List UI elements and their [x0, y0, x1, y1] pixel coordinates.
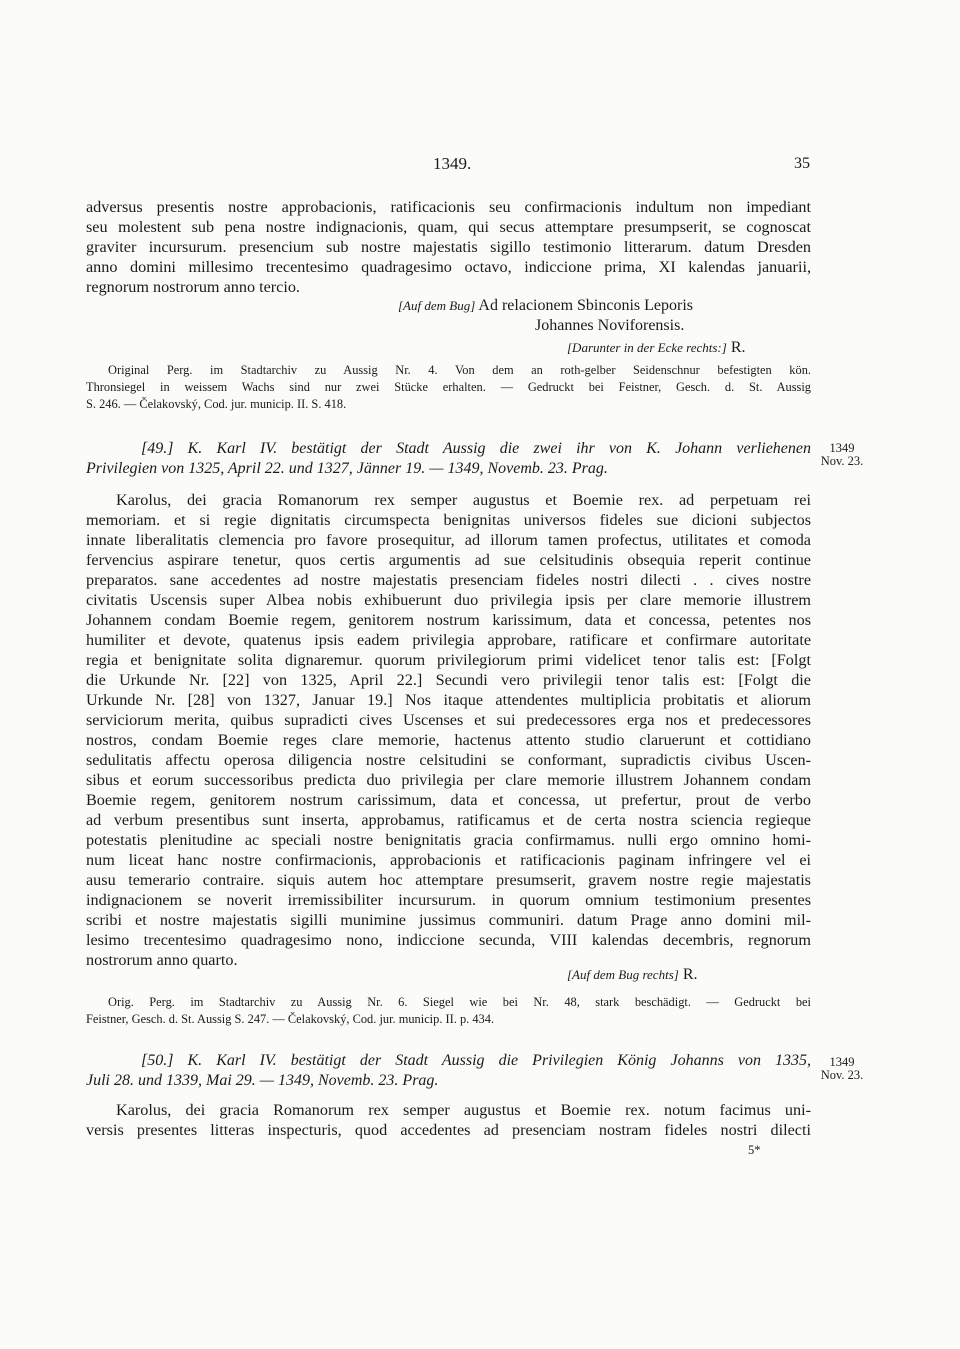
- heading-line: Privilegien von 1325, April 22. und 1327, Jänner 19. — 1349, Novemb. 23. Prag.: [86, 460, 608, 477]
- text-line: lesimo trecentesimo quadragesimo nono, indiccione secunda, VIII kalendas decembris, regnorum: [86, 931, 811, 949]
- document-50-body: [86, 1100, 811, 1140]
- text-line: regnorum nostrorum anno tercio.: [86, 278, 300, 296]
- heading-line: [50.] K. Karl IV. bestätigt der Stadt Aussig die Privilegien König Johanns von 1335,: [141, 1052, 811, 1069]
- text-line: num liceat hanc nostre confirmacionis, approbacionis et ratificacionis paginam infringere vel ei: [86, 851, 811, 869]
- text-line: indignacionem se noverit irremissibiliter incursurum. in quorum omnium testimonium presentes: [86, 891, 811, 909]
- document-48-source-note: [86, 362, 811, 413]
- text-line: Karolus, dei gracia Romanorum rex semper augustus et Boemie rex. notum facimus uni-: [116, 1101, 811, 1119]
- text-line: seu molestent sub pena nostre indignacionis, quam, qui secus attemptare presumpserit, se cognoscat: [86, 218, 811, 236]
- note-line: Feistner, Gesch. d. St. Aussig S. 247. — Čelakovský, Cod. jur. municip. II. p. 434.: [86, 1012, 495, 1026]
- page-number: 35: [794, 155, 810, 172]
- endorsement-mark: R.: [682, 966, 698, 983]
- text-line: ausu temerario contraire. siquis autem hoc attemptare presumserit, gravem nostre regie majestatis: [86, 871, 811, 889]
- heading-line: Juli 28. und 1339, Mai 29. — 1349, Novemb. 23. Prag.: [86, 1072, 439, 1089]
- endorsement-label: [Darunter in der Ecke rechts:]: [567, 340, 727, 355]
- text-line: memoriam. et si regie dignitatis circumspecta benignitas universos fideles sue dicioni subjectos: [86, 511, 811, 529]
- text-line: ad verbum presentibus sunt inserta, approbamus, ratificamus et de certa nostra sciencia regieque: [86, 811, 811, 829]
- text-line: adversus presentis nostre approbacionis, ratificacionis seu confirmacionis indultum non impediant: [86, 198, 811, 216]
- sidenote-year: 1349: [829, 441, 855, 455]
- text-line: nostrorum anno quarto.: [86, 951, 238, 969]
- endorsement-label: [Auf dem Bug rechts]: [567, 967, 679, 982]
- text-line: potestatis plenitudine ac speciali nostre benignitatis gracia confirmamus. nulli ergo omnino homi-: [86, 831, 811, 849]
- sidenote-date: Nov. 23.: [820, 454, 864, 468]
- text-line: Urkunde Nr. [28] von 1327, Januar 19.] Nos itaque attendentes multiplicia probitatis et aliorum: [86, 691, 811, 709]
- text-line: die Urkunde Nr. [22] von 1325, April 22.] Secundi vero privilegii tenor talis est: [Folgt die: [86, 671, 811, 689]
- document-50-date-sidenote: [815, 1056, 869, 1082]
- endorsement-label: [Auf dem Bug]: [398, 298, 476, 313]
- sidenote-date: Nov. 23.: [820, 1068, 864, 1082]
- text-line: Boemie regem, genitorem nostrum carissimum, data et concessa, ut prefertur, prout de verbo: [86, 791, 811, 809]
- note-line: S. 246. — Čelakovský, Cod. jur. municip. II. S. 418.: [86, 397, 347, 411]
- heading-line: [49.] K. Karl IV. bestätigt der Stadt Aussig die zwei ihr von K. Johann verliehenen: [141, 440, 811, 457]
- text-line: nostros, condam Boemie reges clare memorie, hactenus attento studio claruerunt et cottidiano: [86, 731, 811, 749]
- signature-mark: 5*: [748, 1143, 761, 1157]
- text-line: regia et benignitate solita dignaremur. quorum privilegiorum primi videlicet tenor talis est: [Folgt: [86, 651, 811, 669]
- document-49-date-sidenote: [815, 442, 869, 468]
- note-line: Orig. Perg. im Stadtarchiv zu Aussig Nr. 6. Siegel wie bei Nr. 48, stark beschädigt. — Gedruckt bei: [108, 995, 811, 1009]
- note-line: Thronsiegel in weissem Wachs sind nur zwei Stücke erhalten. — Gedruckt bei Feistner, Gesch. d. St. Aussig: [86, 380, 811, 394]
- endorsement-bug-right: [567, 966, 697, 984]
- endorsement-corner: [567, 339, 746, 357]
- text-line: innate liberalitatis clemencia pro favore prosequitur, ad illorum tamen profectus, utilitates et comoda: [86, 531, 811, 549]
- text-line: sedulitatis affectu operosa diligencia nostre celsitudini se conformant, supradictis civibus Uscen-: [86, 751, 811, 769]
- text-line: humiliter et devote, quatenus ipsis eadem privilegia approbare, ratificare et confirmare autoritate: [86, 631, 811, 649]
- text-line: sibus et eorum successoribus predicta duo privilegia per clare memorie illustrem Johannem condam: [86, 771, 811, 789]
- text-line: scribi et nostre majestatis sigilli munimine jussimus communiri. datum Prage anno domini mil-: [86, 911, 811, 929]
- endorsement-bug: [398, 297, 693, 315]
- text-line: anno domini millesimo trecentesimo quadragesimo octavo, indiccione prima, XI kalendas januarii,: [86, 258, 811, 276]
- running-header-year: 1349.: [433, 154, 472, 173]
- sidenote-year: 1349: [829, 1055, 855, 1069]
- endorsement-text: Ad relacionem Sbinconis Leporis: [478, 297, 694, 314]
- document-49-body: [86, 490, 811, 970]
- document-48-closing-text: [86, 197, 811, 297]
- text-line: Johannem condam Boemie regem, genitorem nostrum karissimum, data et concessa, petentes nos: [86, 611, 811, 629]
- document-49-source-note: [86, 994, 811, 1028]
- text-line: graviter incursurum. presencium sub nostre majestatis sigillo testimonio litterarum. datum Dresden: [86, 238, 811, 256]
- document-49-heading: [86, 439, 811, 479]
- text-line: Karolus, dei gracia Romanorum rex semper augustus et Boemie rex. ad perpetuam rei: [116, 491, 811, 509]
- text-line: civitatis Uscensis super Albea nobis exhibuerunt duo privilegia ipsis per clare memorie illustrem: [86, 591, 811, 609]
- endorsement-mark: R.: [730, 339, 746, 356]
- text-line: versis presentes litteras inspecturis, quod accedentes ad presenciam nostram fideles nostri dilecti: [86, 1121, 811, 1139]
- note-line: Original Perg. im Stadtarchiv zu Aussig Nr. 4. Von dem an roth-gelber Seidenschnur befestigten kön.: [108, 363, 811, 377]
- text-line: serviciorum merita, quibus supradicti cives Uscenses et sui predecessores erga nos et predecessores: [86, 711, 811, 729]
- document-50-heading: [86, 1051, 811, 1091]
- text-line: fervencius aspirare tenetur, quos certis argumentis ad sue celsitudinis obsequia reperit continue: [86, 551, 811, 569]
- text-line: preparatos. sane accedentes ad nostre majestatis presenciam fideles nostri dilecti . . cives nostre: [86, 571, 811, 589]
- endorsement-signer: Johannes Noviforensis.: [535, 317, 685, 334]
